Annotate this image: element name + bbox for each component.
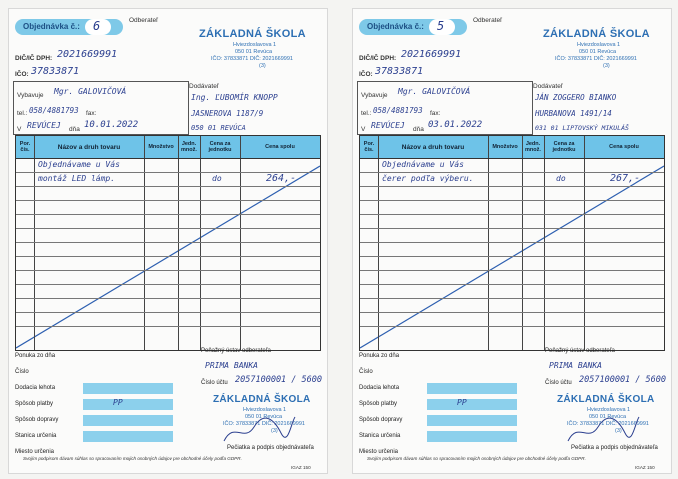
row-divider: [16, 242, 320, 243]
account-label: Číslo účtu: [201, 380, 228, 386]
signature: [563, 413, 643, 447]
issued-label: Vybavuje: [17, 92, 44, 99]
school-index: (3): [259, 63, 266, 69]
row-divider: [16, 200, 320, 201]
col-header-unit: Jedn. množ.: [522, 136, 545, 158]
column-divider: [584, 136, 585, 350]
transport-method-label: Spôsob dopravy: [359, 417, 403, 423]
row-divider: [16, 228, 320, 229]
destination-station-label: Stanica určenia: [359, 433, 401, 439]
supplier-label: Dodávateľ: [533, 83, 563, 90]
row-divider: [16, 298, 320, 299]
row-divider: [360, 214, 664, 215]
transport-method-field: [83, 415, 173, 426]
table-header: [16, 136, 320, 158]
stamp-school-city: 050 01 Revúca: [589, 414, 626, 420]
stamp-school-street: Hviezdoslavova 1: [587, 407, 631, 413]
account-value: 2057100001 / 5600: [579, 375, 666, 385]
row-divider: [360, 270, 664, 271]
stamp-school-name: ZÁKLADNÁ ŠKOLA: [213, 394, 311, 405]
stamp-school-city: 050 01 Revúca: [245, 414, 282, 420]
place-label: V: [17, 126, 22, 133]
col-header-name: Názov a druh tovaru: [34, 136, 145, 158]
bank-value: PRIMA BANKA: [205, 361, 258, 370]
row-divider: [16, 256, 320, 257]
dic-label: DIČ/IČ DPH:: [15, 55, 53, 62]
destination-station-field: [83, 431, 173, 442]
order-number: 5: [437, 19, 445, 33]
column-divider: [178, 136, 179, 350]
column-divider: [488, 136, 489, 350]
col-header-name: Názov a druh tovaru: [378, 136, 489, 158]
order-number: 6: [93, 19, 101, 33]
row-divider: [16, 158, 320, 159]
col-header-number: Por. čís.: [360, 136, 379, 158]
item-line-2: montáž LED lámp.: [38, 174, 116, 183]
stamp-school-ids: IČO: 37833871 DIČ: 2021669991: [223, 421, 305, 427]
payment-method-value: PP: [457, 398, 467, 407]
item-line-1: Objednávame u Vás: [38, 160, 120, 169]
bank-label: Peňažný ústav odberateľa: [545, 348, 615, 354]
row-divider: [360, 158, 664, 159]
item-unit-price: do: [212, 174, 222, 183]
supplier-line-1: Ing. ĽUBOMÍR KNOPP: [191, 93, 278, 102]
item-line-2: čerer podľa výberu.: [382, 174, 474, 183]
gdpr-notice: Svojím podpisom dávam súhlas so spracovaním mojich osobných údajov pre obchodné účely podľa GDPR.: [23, 456, 242, 461]
stamp-school-index: (3): [615, 428, 622, 434]
bank-value: PRIMA BANKA: [549, 361, 602, 370]
supplier-line-2: JASNEROVA 1187/9: [191, 109, 264, 118]
school-city: 050 01 Revúca: [579, 49, 616, 55]
date-label: dňa: [413, 126, 424, 133]
school-street: Hviezdoslavova 1: [577, 42, 621, 48]
order-number-badge: [359, 19, 467, 35]
delivery-term-label: Dodacia lehota: [359, 385, 400, 391]
ico-label: IČO:: [15, 71, 29, 78]
destination-place-label: Miesto určenia: [359, 449, 399, 455]
signature-label: Pečiatka a podpis objednávateľa: [227, 445, 314, 451]
items-table: [359, 135, 665, 351]
dic-value: 2021669991: [401, 49, 462, 60]
payment-method-label: Spôsob platby: [15, 401, 54, 407]
date-value: 10.01.2022: [84, 120, 139, 130]
payment-method-label: Spôsob platby: [359, 401, 398, 407]
row-divider: [16, 270, 320, 271]
row-divider: [16, 326, 320, 327]
tel-label: tel.:: [361, 110, 372, 117]
row-divider: [360, 228, 664, 229]
column-divider: [240, 136, 241, 350]
signature-label: Pečiatka a podpis objednávateľa: [571, 445, 658, 451]
date-value: 03.01.2022: [428, 120, 483, 130]
destination-station-field: [427, 431, 517, 442]
row-divider: [16, 186, 320, 187]
place-value: REVÚCEJ: [371, 121, 405, 130]
tel-label: tel.:: [17, 110, 28, 117]
supplier-label: Dodávateľ: [189, 83, 219, 90]
supplier-line-2: HURBANOVA 1491/14: [535, 109, 612, 118]
ico-value: 37833871: [31, 66, 80, 77]
col-header-unit-price: Cena za jednotku: [200, 136, 241, 158]
supplier-line-3: 031 01 LIPTOVSKÝ MIKULÁŠ: [535, 124, 629, 132]
stamp-school-name: ZÁKLADNÁ ŠKOLA: [557, 394, 655, 405]
col-header-total: Cena spolu: [265, 144, 295, 150]
col-header-unit-price: Cena za jednotku: [544, 136, 585, 158]
destination-station-label: Stanica určenia: [15, 433, 57, 439]
dic-label: DIČ/IČ DPH:: [359, 55, 397, 62]
orderer-label: Odberateľ: [129, 17, 158, 24]
place-label: V: [361, 126, 366, 133]
issued-value: Mgr. GALOVIČOVÁ: [54, 87, 127, 96]
row-divider: [360, 186, 664, 187]
row-divider: [360, 200, 664, 201]
stamp-school-index: (3): [271, 428, 278, 434]
fax-label: fax:: [86, 110, 97, 117]
number-label: Číslo: [15, 369, 29, 375]
school-city: 050 01 Revúca: [235, 49, 272, 55]
stamp-school-ids: IČO: 37833871 DIČ: 2021669991: [567, 421, 649, 427]
order-form-right: [352, 8, 672, 474]
orderer-label: Odberateľ: [473, 17, 502, 24]
column-divider: [200, 136, 201, 350]
bank-label: Peňažný ústav odberateľa: [201, 348, 271, 354]
order-label: Objednávka č.:: [367, 22, 424, 31]
row-divider: [360, 312, 664, 313]
school-ids: IČO: 37833871 DIČ: 2021669991: [555, 56, 637, 62]
transport-method-field: [427, 415, 517, 426]
order-form-left: [8, 8, 328, 474]
ico-label: IČO:: [359, 71, 373, 78]
column-divider: [378, 136, 379, 350]
row-divider: [360, 284, 664, 285]
tel-value: 058/4881793: [29, 106, 79, 115]
issued-label: Vybavuje: [361, 92, 388, 99]
dic-value: 2021669991: [57, 49, 118, 60]
gdpr-notice: Svojím podpisom dávam súhlas so spracovaním mojich osobných údajov pre obchodné účely podľa GDPR.: [367, 456, 586, 461]
delivery-term-label: Dodacia lehota: [15, 385, 56, 391]
row-divider: [16, 214, 320, 215]
payment-method-field: [83, 399, 173, 410]
row-divider: [360, 326, 664, 327]
ico-value: 37833871: [375, 66, 424, 77]
column-divider: [144, 136, 145, 350]
column-divider: [522, 136, 523, 350]
item-line-1: Objednávame u Vás: [382, 160, 464, 169]
tel-value: 058/4881793: [373, 106, 423, 115]
payment-method-value: PP: [113, 398, 123, 407]
items-table: [15, 135, 321, 351]
issued-value: Mgr. GALOVIČOVÁ: [398, 87, 471, 96]
transport-method-label: Spôsob dopravy: [15, 417, 59, 423]
order-number-field: [85, 19, 111, 35]
school-name: ZÁKLADNÁ ŠKOLA: [199, 28, 306, 40]
order-label: Objednávka č.:: [23, 22, 80, 31]
row-divider: [16, 284, 320, 285]
school-name: ZÁKLADNÁ ŠKOLA: [543, 28, 650, 40]
column-divider: [544, 136, 545, 350]
offer-date-label: Ponuka zo dňa: [15, 353, 56, 359]
row-divider: [16, 312, 320, 313]
account-label: Číslo účtu: [545, 380, 572, 386]
offer-date-label: Ponuka zo dňa: [359, 353, 400, 359]
supplier-line-3: 050 01 REVÚCA: [191, 124, 246, 132]
form-code: IGAZ 150: [635, 465, 655, 470]
col-header-total: Cena spolu: [609, 144, 639, 150]
delivery-term-field: [83, 383, 173, 394]
row-divider: [360, 256, 664, 257]
table-header: [360, 136, 664, 158]
column-divider: [34, 136, 35, 350]
col-header-quantity: Množstvo: [144, 136, 179, 158]
item-unit-price: do: [556, 174, 566, 183]
date-label: dňa: [69, 126, 80, 133]
account-value: 2057100001 / 5600: [235, 375, 322, 385]
destination-place-label: Miesto určenia: [15, 449, 55, 455]
col-header-unit: Jedn. množ.: [178, 136, 201, 158]
col-header-quantity: Množstvo: [488, 136, 523, 158]
item-total: 267,-: [610, 173, 641, 184]
row-divider: [360, 298, 664, 299]
school-street: Hviezdoslavova 1: [233, 42, 277, 48]
order-number-badge: [15, 19, 123, 35]
signature: [219, 413, 299, 447]
stamp-school-street: Hviezdoslavova 1: [243, 407, 287, 413]
place-value: REVÚCEJ: [27, 121, 61, 130]
school-index: (3): [603, 63, 610, 69]
col-header-number: Por. čís.: [16, 136, 35, 158]
number-label: Číslo: [359, 369, 373, 375]
row-divider: [360, 242, 664, 243]
order-number-field: [429, 19, 455, 35]
supplier-line-1: JÁN ZOGGERO BIANKO: [535, 93, 617, 102]
item-total: 264,-: [266, 173, 297, 184]
fax-label: fax:: [430, 110, 441, 117]
form-code: IGAZ 150: [291, 465, 311, 470]
payment-method-field: [427, 399, 517, 410]
delivery-term-field: [427, 383, 517, 394]
school-ids: IČO: 37833871 DIČ: 2021669991: [211, 56, 293, 62]
